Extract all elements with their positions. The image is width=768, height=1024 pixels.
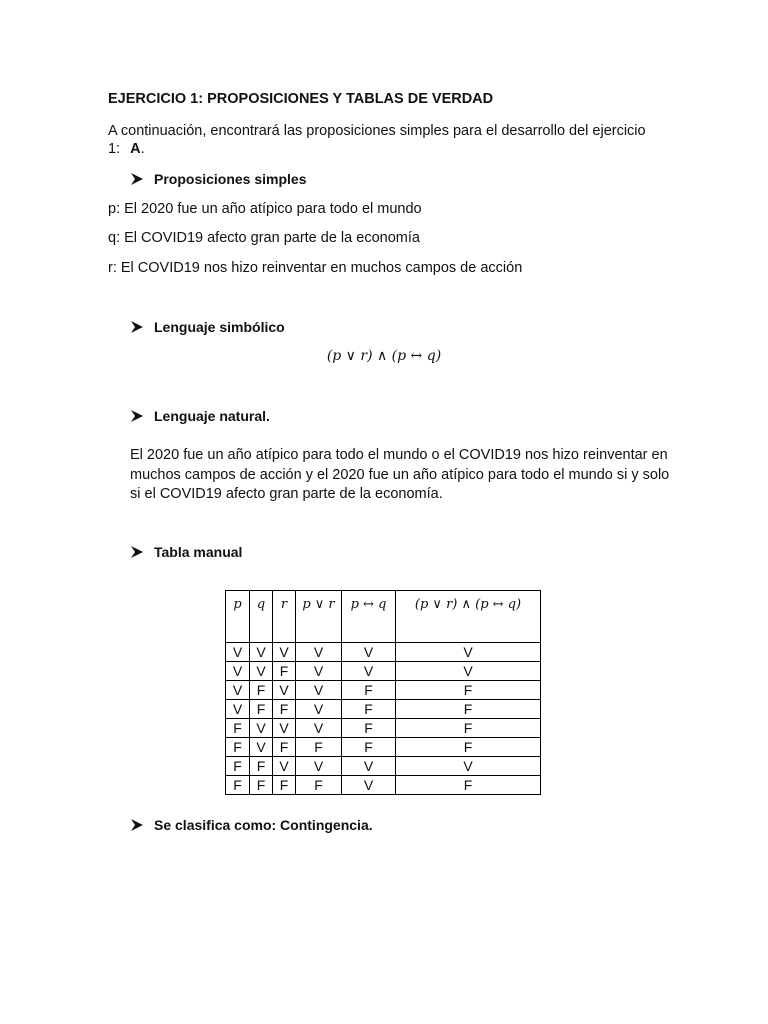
table-cell: F (342, 738, 396, 757)
table-cell: V (273, 719, 296, 738)
table-cell: F (273, 776, 296, 795)
arrowhead-bullet-icon (130, 818, 144, 832)
table-cell: F (226, 719, 250, 738)
table-cell: F (296, 776, 342, 795)
table-cell: V (342, 662, 396, 681)
classification-text: Se clasifica como: Contingencia. (154, 817, 373, 833)
table-cell: V (296, 700, 342, 719)
table-cell: F (396, 681, 541, 700)
intro-paragraph (108, 122, 668, 158)
table-cell: V (396, 662, 541, 681)
column-header-p: p (226, 591, 250, 643)
section-manual-table (130, 544, 242, 560)
section-heading: Lenguaje natural. (154, 408, 270, 424)
table-cell: V (250, 662, 273, 681)
table-cell: F (273, 738, 296, 757)
truth-table-body (226, 643, 541, 795)
table-cell: V (273, 681, 296, 700)
table-cell: V (226, 662, 250, 681)
arrowhead-bullet-icon (130, 409, 144, 423)
table-cell: F (226, 776, 250, 795)
table-cell: V (296, 719, 342, 738)
table-cell: F (226, 738, 250, 757)
table-cell: V (296, 757, 342, 776)
section-symbolic-language (130, 319, 285, 335)
proposition-q: q: El COVID19 afecto gran parte de la economía (108, 230, 420, 246)
table-cell: F (273, 662, 296, 681)
column-header-q: q (250, 591, 273, 643)
table-cell: V (342, 643, 396, 662)
table-cell: V (250, 643, 273, 662)
table-cell: V (296, 681, 342, 700)
table-row (226, 700, 541, 719)
table-cell: V (396, 757, 541, 776)
table-cell: V (273, 643, 296, 662)
column-header-r: r (273, 591, 296, 643)
section-heading: Lenguaje simbólico (154, 319, 285, 335)
table-cell: F (342, 719, 396, 738)
intro-text: A continuación, encontrará las proposiciones simples para el desarrollo del ejercicio 1: (108, 123, 646, 157)
table-cell: V (273, 757, 296, 776)
table-cell: F (396, 700, 541, 719)
arrowhead-bullet-icon (130, 320, 144, 334)
table-cell: V (396, 643, 541, 662)
table-cell: V (296, 643, 342, 662)
table-cell: V (342, 776, 396, 795)
proposition-p: p: El 2020 fue un año atípico para todo el mundo (108, 201, 422, 217)
table-cell: F (250, 681, 273, 700)
table-cell: V (250, 738, 273, 757)
document-title: EJERCICIO 1: PROPOSICIONES Y TABLAS DE VERDAD (108, 91, 494, 107)
table-row (226, 738, 541, 757)
table-cell: V (296, 662, 342, 681)
table-cell: F (396, 719, 541, 738)
table-cell: F (250, 700, 273, 719)
table-row (226, 643, 541, 662)
column-header-p-or-r: p ∨ r (296, 591, 342, 643)
column-header-p-iff-q: p ↔ q (342, 591, 396, 643)
table-row (226, 719, 541, 738)
table-cell: V (226, 681, 250, 700)
table-cell: F (226, 757, 250, 776)
proposition-r: r: El COVID19 nos hizo reinventar en muchos campos de acción (108, 260, 523, 276)
symbolic-formula: (p ∨ r) ∧ (p ↔ q) (326, 348, 442, 364)
exercise-letter: A (130, 141, 141, 157)
arrowhead-bullet-icon (130, 172, 144, 186)
table-cell: F (342, 681, 396, 700)
table-cell: F (273, 700, 296, 719)
table-cell: V (250, 719, 273, 738)
section-heading: Proposiciones simples (154, 171, 307, 187)
table-cell: V (226, 643, 250, 662)
intro-end: . (140, 141, 145, 157)
table-row (226, 662, 541, 681)
table-cell: F (396, 776, 541, 795)
table-row (226, 757, 541, 776)
table-cell: F (342, 700, 396, 719)
section-classification (130, 817, 373, 833)
table-cell: F (296, 738, 342, 757)
table-cell: F (250, 757, 273, 776)
table-cell: F (396, 738, 541, 757)
section-heading: Tabla manual (154, 544, 243, 560)
section-natural-language (130, 408, 270, 424)
natural-language-paragraph: El 2020 fue un año atípico para todo el mundo o el COVID19 nos hizo reinventar en muchos campos de acción y el 2020 fue un año atípico para todo el mundo si y solo si el COVID19 afecto gran parte de la economía. (130, 447, 670, 502)
table-header-row (226, 591, 541, 643)
table-cell: V (226, 700, 250, 719)
table-row (226, 681, 541, 700)
table-row (226, 776, 541, 795)
truth-table (225, 590, 541, 795)
arrowhead-bullet-icon (130, 545, 144, 559)
column-header-result: (p ∨ r) ∧ (p ↔ q) (396, 591, 541, 643)
table-cell: V (342, 757, 396, 776)
table-cell: F (250, 776, 273, 795)
section-simple-propositions (130, 171, 307, 187)
